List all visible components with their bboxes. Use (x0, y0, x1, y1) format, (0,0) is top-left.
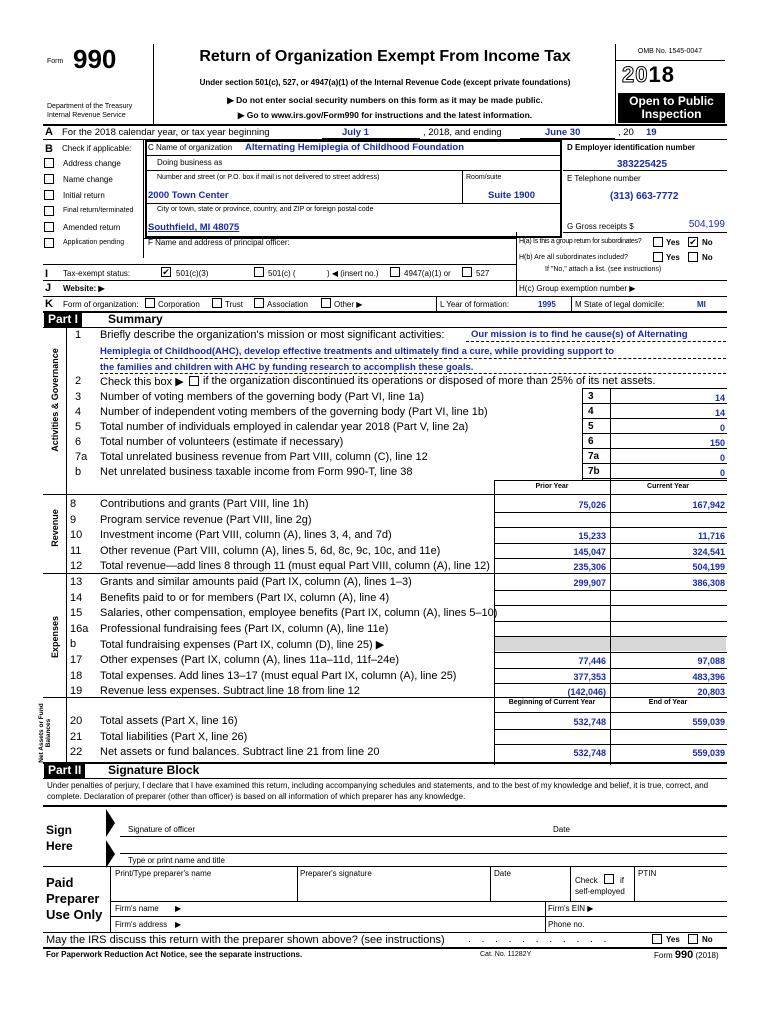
501c-label: 501(c) ( (268, 269, 296, 278)
corporation-checkbox[interactable] (145, 298, 155, 308)
line1-text: Briefly describe the organization's mission or most significant activities: (100, 329, 445, 341)
gov-line-num: 7a (75, 451, 88, 463)
fin-prior-value[interactable]: 75,026 (578, 500, 606, 510)
sign-arrow-2 (106, 840, 115, 868)
instruction-website: ▶ Go to www.irs.gov/Form990 for instructions and the latest information. (237, 110, 533, 120)
other-label: Other ▶ (334, 300, 363, 309)
fin-line-text: Total revenue—add lines 8 through 11 (must equal Part VIII, column (A), line 12) (100, 560, 490, 573)
part1-label: Part I (44, 312, 82, 327)
footer-form: Form 990 (2018) (654, 949, 719, 961)
box-hb-label: H(b) Are all subordinates included? (519, 254, 628, 261)
subtitle: Under section 501(c), 527, or 4947(a)(1) of the Internal Revenue Code (except private foundations) (199, 78, 571, 87)
box-g-label: G Gross receipts $ (567, 222, 634, 231)
gov-line-num: b (75, 466, 82, 478)
dba-label: Doing business as (157, 158, 223, 167)
box-b-checkbox-2[interactable] (44, 190, 54, 200)
gov-line-text: Total number of volunteers (estimate if necessary) (100, 436, 344, 448)
fin-line-num: 19 (70, 685, 83, 698)
fin-line-text: Net assets or fund balances. Subtract line 21 from line 20 (100, 746, 380, 759)
paid-preparer-label: Paid Preparer Use Only (46, 875, 103, 922)
gov-line-text: Total unrelated business revenue from Part VIII, column (C), line 12 (100, 451, 428, 463)
line-j-letter: J (45, 282, 52, 294)
box-b-label-0: Address change (63, 159, 121, 168)
side-label-governance: Activities & Governance (50, 348, 60, 452)
fin-line-num: b (70, 638, 77, 651)
officer-signature-field[interactable] (120, 810, 720, 834)
sign-arrow-1 (106, 809, 115, 837)
fin-current-value[interactable]: 11,716 (697, 531, 725, 542)
tax-year-end-yy[interactable]: 19 (646, 127, 657, 138)
gov-line-value[interactable]: 0 (719, 468, 725, 478)
preparer-date-label: Date (494, 869, 511, 878)
state-domicile-label: M State of legal domicile: (575, 300, 665, 309)
line1-num: 1 (75, 329, 82, 341)
irs-discuss-dots: . . . . . . . . . . . (468, 934, 611, 945)
fin-line-text: Total expenses. Add lines 13–17 (must equal Part IX, column (A), line 25) (100, 669, 457, 682)
association-checkbox[interactable] (254, 298, 264, 308)
4947-checkbox[interactable] (390, 267, 400, 277)
line-k-letter: K (45, 298, 53, 310)
fin-prior-value[interactable]: (142,046) (567, 687, 606, 698)
fin-line-num: 18 (70, 669, 83, 682)
preparer-signature-label: Preparer's signature (300, 869, 372, 878)
fin-line-num: 16a (70, 622, 89, 635)
box-d-label: D Employer identification number (567, 143, 696, 152)
gross-receipts-value[interactable]: 504,199 (688, 219, 725, 230)
mission-line-3[interactable]: the families and children with AHC by funding research to accomplish these goals. (100, 362, 474, 373)
line-k-label: Form of organization: (63, 300, 139, 309)
fin-line-num: 14 (70, 591, 83, 604)
room-suite-label: Room/suite (466, 174, 502, 181)
fin-line-text: Professional fundraising fees (Part IX, column (A), line 11e) (100, 622, 389, 635)
self-employed-checkbox[interactable] (604, 874, 614, 884)
gov-line-value[interactable]: 0 (719, 453, 725, 463)
cat-number: Cat. No. 11282Y (480, 951, 532, 958)
fin-current-value[interactable]: 559,039 (692, 717, 725, 727)
gov-line-value[interactable]: 0 (719, 423, 725, 433)
fin-prior-value[interactable]: 145,047 (573, 546, 606, 557)
gov-line-text: Net unrelated business taxable income from Form 990-T, line 38 (100, 466, 413, 478)
part2-title: Signature Block (108, 763, 200, 777)
form-prefix: Form (47, 58, 64, 65)
fin-prior-value[interactable]: 532,748 (573, 748, 606, 759)
gov-line-box: 6 (588, 436, 594, 447)
insert-no-label: ) ◀ (insert no.) (327, 269, 379, 278)
preparer-name-label: Print/Type preparer's name (115, 869, 212, 878)
box-ha-label: H(a) Is this a group return for subordinates? (519, 238, 642, 245)
street-address[interactable]: 2000 Town Center (148, 190, 229, 201)
fin-prior-value[interactable]: 15,233 (578, 531, 606, 542)
fin-current-value[interactable]: 559,039 (692, 748, 725, 759)
fin-line-text: Total fundraising expenses (Part IX, column (D), line 25) ▶ (100, 639, 385, 652)
website-label: Website: ▶ (63, 284, 105, 293)
line2-text: Check this box ▶ (100, 376, 184, 388)
mission-line-1[interactable]: Our mission is to find he cause(s) of Alternating (471, 329, 688, 340)
discuss-no-checkbox[interactable] (688, 934, 698, 944)
fin-line-text: Investment income (Part VIII, column (A), lines 3, 4, and 7d) (100, 529, 392, 542)
fin-prior-value[interactable]: 377,353 (573, 671, 606, 682)
instruction-ssn: ▶ Do not enter social security numbers on this form as it may be made public. (227, 95, 543, 105)
box-e-label: E Telephone number (567, 174, 641, 183)
fin-current-value[interactable]: 386,308 (692, 578, 725, 588)
501c3-checkbox[interactable]: ✔ (162, 267, 170, 277)
firm-address-arrow: ▶ (175, 920, 182, 929)
sig-date-label: Date (553, 825, 570, 834)
sign-here-label: Sign Here (46, 823, 73, 853)
fin-current-value[interactable]: 324,541 (692, 546, 725, 557)
box-b-label: Check if applicable: (62, 144, 132, 153)
if-label: if (620, 876, 624, 885)
fin-prior-value[interactable]: 235,306 (573, 562, 606, 573)
gov-line-num: 6 (75, 436, 82, 448)
line-i-letter: I (45, 268, 49, 280)
box-c-label: C Name of organization (148, 143, 233, 152)
city-label: City or town, state or province, country, and ZIP or foreign postal code (157, 206, 374, 213)
tax-year-begin[interactable]: July 1 (342, 127, 369, 138)
dept-irs: Internal Revenue Service (47, 112, 126, 119)
box-hb-note: If "No," attach a list. (see instructions) (545, 266, 662, 273)
gov-line-text: Number of independent voting members of the governing body (Part VI, line 1b) (100, 406, 488, 418)
ptin-label: PTIN (638, 869, 657, 878)
sig-officer-label: Signature of officer (128, 825, 196, 834)
fin-line-num: 10 (70, 529, 83, 542)
check-self-employed-label: Check (575, 876, 598, 885)
gov-line-box: 4 (588, 406, 594, 417)
omb-number: OMB No. 1545-0047 (637, 48, 703, 55)
box-b-checkbox-4[interactable] (44, 222, 54, 232)
fin-current-value[interactable]: 97,088 (697, 656, 725, 666)
box-b-checkbox-5[interactable] (44, 238, 54, 248)
side-label-revenue: Revenue (50, 509, 60, 547)
fin-current-value[interactable]: 504,199 (692, 562, 725, 573)
ha-yes-checkbox[interactable] (653, 237, 663, 247)
hb-no-label: No (702, 253, 713, 262)
fin-line-text: Total assets (Part X, line 16) (100, 715, 238, 727)
firm-address-label: Firm's address (115, 920, 168, 929)
box-b-checkbox-3[interactable] (44, 206, 54, 216)
irs-discuss-question: May the IRS discuss this return with the preparer shown above? (see instructions) (46, 934, 445, 946)
gov-line-box: 7a (588, 451, 600, 462)
col-beginning-year: Beginning of Current Year (508, 699, 596, 706)
tax-year-end[interactable]: June 30 (545, 127, 581, 138)
col-prior-year: Prior Year (535, 483, 569, 490)
discuss-yes-label: Yes (666, 935, 680, 944)
firm-name-label: Firm's name (115, 904, 159, 913)
fin-line-text: Other revenue (Part VIII, column (A), lines 5, 6d, 8c, 9c, 10c, and 11e) (100, 544, 441, 557)
state-domicile-value[interactable]: MI (697, 300, 706, 309)
fin-prior-value[interactable]: 532,748 (573, 717, 606, 727)
box-b-checkbox-0[interactable] (44, 158, 54, 168)
fin-line-num: 13 (70, 576, 83, 588)
ein-value[interactable]: 383225425 (617, 159, 668, 170)
fin-line-text: Salaries, other compensation, employee benefits (Part IX, column (A), lines 5–10) (100, 607, 498, 620)
dept-treasury: Department of the Treasury (47, 103, 133, 110)
paperwork-notice: For Paperwork Reduction Act Notice, see the separate instructions. (46, 950, 303, 959)
gov-line-value[interactable]: 14 (714, 408, 725, 418)
box-b-label-4: Amended return (63, 223, 121, 232)
527-label: 527 (476, 269, 490, 278)
phone-no-label: Phone no. (548, 920, 585, 929)
fin-line-num: 12 (70, 560, 83, 573)
gov-line-value[interactable]: 14 (714, 393, 725, 403)
gov-line-value[interactable]: 150 (709, 438, 725, 448)
fin-line-text: Total liabilities (Part X, line 26) (100, 730, 248, 743)
line-a-20: , 20 (618, 127, 634, 138)
type-name-label: Type or print name and title (128, 856, 225, 865)
fin-current-value[interactable]: 20,803 (697, 687, 725, 698)
fin-line-num: 21 (70, 730, 83, 743)
other-checkbox[interactable] (321, 298, 331, 308)
street-label: Number and street (or P.O. box if mail is not delivered to street address) (157, 174, 380, 181)
line-a-text: For the 2018 calendar year, or tax year beginning (62, 127, 270, 138)
line2-text2: if the organization discontinued its operations or disposed of more than 25% of its net assets. (203, 375, 656, 387)
discuss-yes-checkbox[interactable] (652, 934, 662, 944)
hb-yes-checkbox[interactable] (653, 252, 663, 262)
mission-line-2[interactable]: Hemiplegia of Childhood(AHC), develop effective treatments and ultimately find a cure, while providing support to (100, 346, 615, 357)
fin-prior-value[interactable]: 77,446 (578, 656, 606, 666)
side-label-net-assets: Net Assets or Fund Balances (38, 703, 52, 763)
ha-no-label: No (702, 238, 713, 247)
hb-no-checkbox[interactable] (688, 252, 698, 262)
ha-yes-label: Yes (666, 238, 680, 247)
fin-current-value[interactable]: 483,396 (692, 671, 725, 682)
501c3-label: 501(c)(3) (176, 269, 209, 278)
fin-line-num: 22 (70, 746, 83, 759)
self-employed-label: self-employed (575, 887, 625, 896)
trust-label: Trust (225, 300, 243, 309)
part1-title: Summary (108, 312, 163, 326)
fin-current-value[interactable]: 167,942 (692, 500, 725, 510)
telephone-value[interactable]: (313) 663-7772 (610, 191, 679, 202)
hb-yes-label: Yes (666, 253, 680, 262)
tax-year: 2018 (622, 62, 675, 87)
open-to-public-badge: Open to Public Inspection (618, 93, 725, 123)
box-b-label-1: Name change (63, 175, 113, 184)
fin-line-text: Program service revenue (Part VIII, line 2g) (100, 513, 312, 526)
box-hc-label: H(c) Group exemption number ▶ (519, 284, 636, 293)
fin-line-num: 17 (70, 654, 83, 666)
4947-label: 4947(a)(1) or (404, 269, 451, 278)
firm-ein-label: Firm's EIN ▶ (548, 904, 594, 913)
fin-line-num: 15 (70, 607, 83, 620)
side-label-expenses: Expenses (50, 615, 60, 659)
fin-line-num: 20 (70, 715, 83, 727)
year-formation-value[interactable]: 1995 (538, 300, 556, 309)
form-number: 990 (73, 44, 117, 74)
fin-line-text: Grants and similar amounts paid (Part IX, column (A), lines 1–3) (100, 576, 412, 588)
gov-line-text: Number of voting members of the governing body (Part VI, line 1a) (100, 391, 425, 403)
box-b-checkbox-1[interactable] (44, 174, 54, 184)
fin-line-num: 8 (70, 498, 77, 510)
firm-name-arrow: ▶ (175, 904, 182, 913)
organization-name[interactable]: Alternating Hemiplegia of Childhood Foundation (245, 142, 465, 153)
line2-num: 2 (75, 375, 82, 387)
col-current-year: Current Year (647, 483, 689, 490)
box-b-letter: B (45, 143, 53, 155)
suite-number[interactable]: Suite 1900 (488, 190, 535, 201)
association-label: Association (267, 300, 308, 309)
discontinued-checkbox[interactable] (189, 376, 199, 386)
box-f-label: F Name and address of principal officer: (148, 238, 290, 247)
line-i-label: Tax-exempt status: (63, 269, 131, 278)
discuss-no-label: No (702, 935, 713, 944)
gov-line-box: 5 (588, 421, 594, 432)
fin-line-num: 11 (70, 544, 82, 557)
fin-line-text: Other expenses (Part IX, column (A), lines 11a–11d, 11f–24e) (100, 654, 399, 666)
gov-line-box: 3 (588, 391, 594, 402)
fin-line-num: 9 (70, 513, 77, 526)
501c-checkbox[interactable] (254, 267, 264, 277)
corporation-label: Corporation (158, 300, 200, 309)
city-state-zip[interactable]: Southfield, MI 48075 (148, 222, 240, 233)
fin-line-text: Contributions and grants (Part VIII, line 1h) (100, 498, 309, 510)
527-checkbox[interactable] (462, 267, 472, 277)
gov-line-box: 7b (588, 466, 600, 477)
perjury-statement: Under penalties of perjury, I declare that I have examined this return, including accompanying schedules and statements, and to the best of my knowledge and belief, it is true, correct, and complete. Declaration of preparer (other than officer) is based on all information of which preparer has any knowledge. (47, 781, 709, 801)
box-b-label-2: Initial return (63, 191, 105, 200)
gov-line-num: 3 (75, 391, 82, 403)
col-end-year: End of Year (648, 699, 688, 706)
ha-no-checkbox[interactable]: ✔ (689, 237, 697, 247)
year-formation-label: L Year of formation: (440, 300, 510, 309)
line-a-mid: , 2018, and ending (423, 127, 502, 138)
box-b-label-5: Application pending (63, 239, 125, 246)
trust-checkbox[interactable] (212, 298, 222, 308)
fin-prior-value[interactable]: 299,907 (573, 578, 606, 588)
fin-line-text: Revenue less expenses. Subtract line 18 from line 12 (100, 685, 360, 698)
gov-line-num: 4 (75, 406, 82, 418)
gov-line-num: 5 (75, 421, 82, 433)
box-b-label-3: Final return/terminated (63, 207, 134, 214)
page-title: Return of Organization Exempt From Income Tax (199, 48, 571, 65)
line-a-letter: A (45, 126, 53, 138)
fin-line-text: Benefits paid to or for members (Part IX, column (A), line 4) (100, 591, 390, 604)
gov-line-text: Total number of individuals employed in calendar year 2018 (Part V, line 2a) (100, 421, 469, 433)
part2-label: Part II (44, 763, 85, 778)
